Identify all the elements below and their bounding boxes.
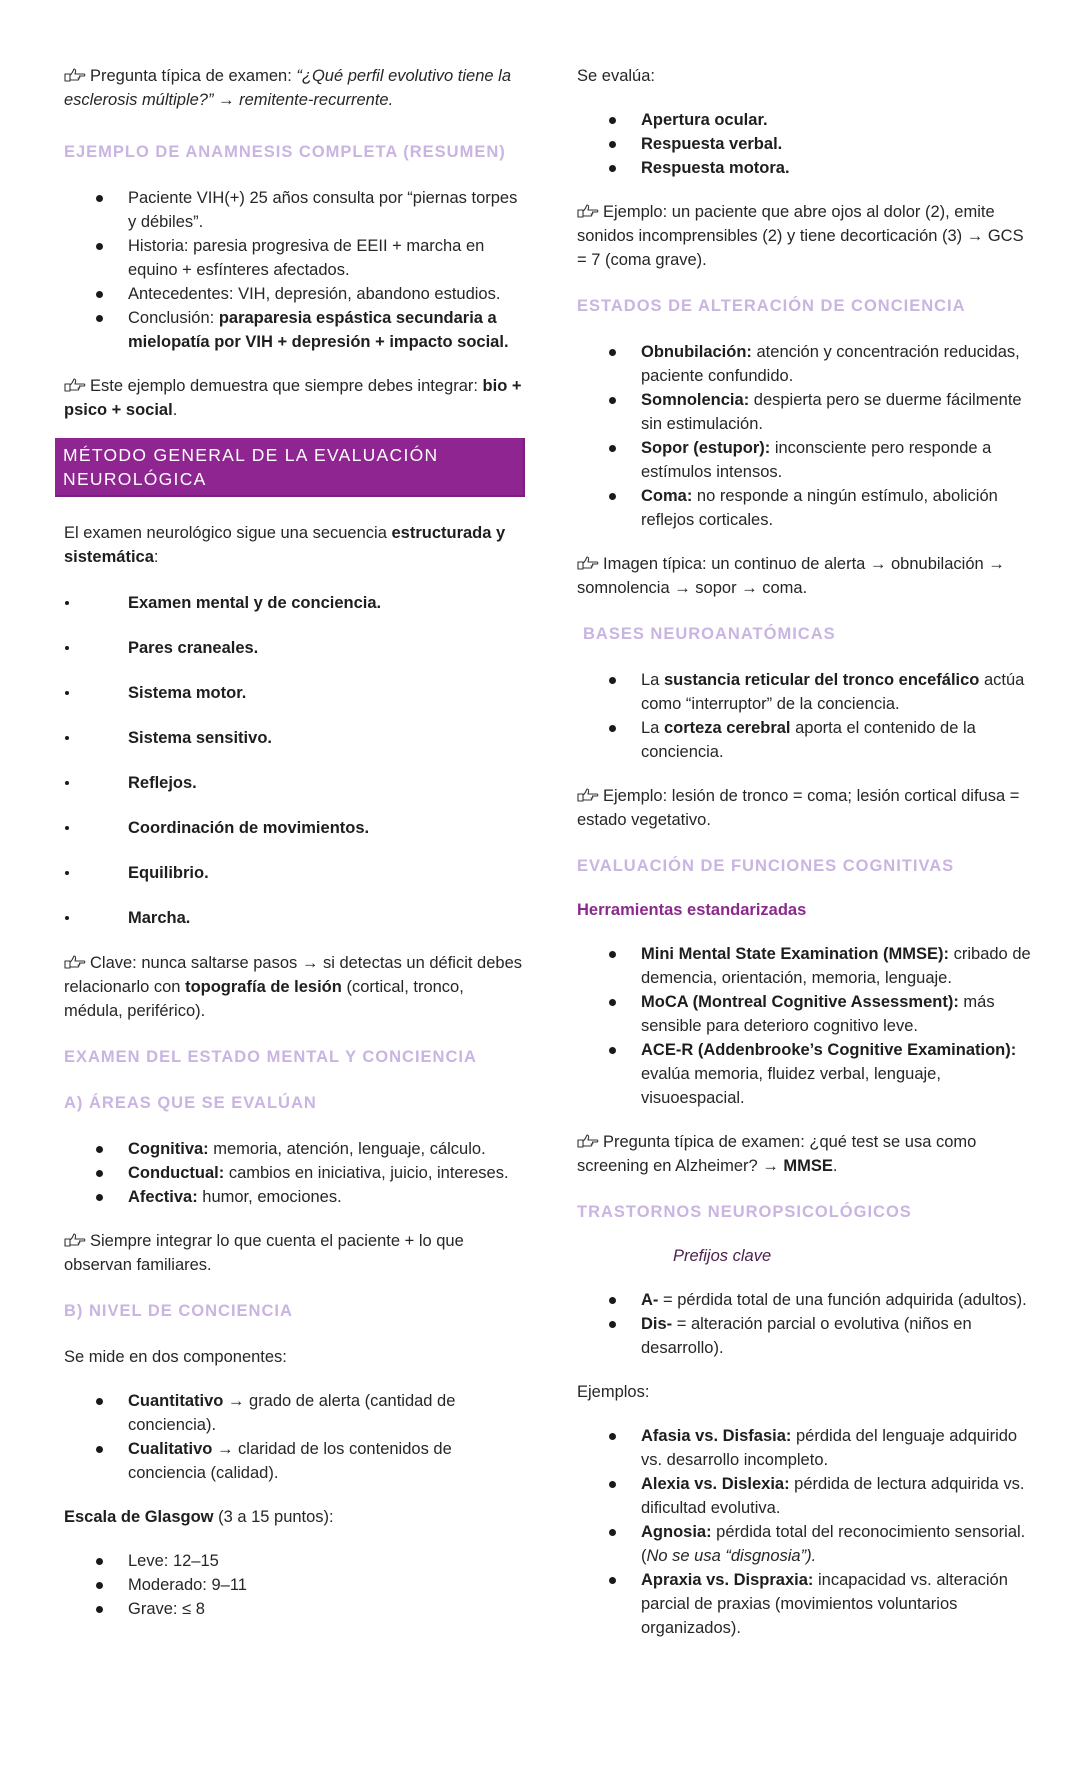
- pointing-hand-icon: [64, 1233, 86, 1247]
- list-item: Agnosia: pérdida total del reconocimiento sensorial. (No se usa “disgnosia”).: [609, 1520, 1037, 1568]
- list-item: Coma: no responde a ningún estímulo, abolición reflejos corticales.: [609, 484, 1037, 532]
- list-item: Paciente VIH(+) 25 años consulta por “piernas torpes y débiles”.: [96, 186, 524, 234]
- list-item: Afectiva: humor, emociones.: [96, 1185, 524, 1209]
- step-item: Pares craneales.: [64, 636, 524, 660]
- step-item: Examen mental y de conciencia.: [64, 591, 524, 615]
- mmse-exam-note: Pregunta típica de examen: ¿qué test se usa como screening en Alzheimer? → MMSE.: [577, 1133, 977, 1175]
- pointing-hand-icon: [64, 68, 86, 82]
- pointing-hand-icon: [64, 378, 86, 392]
- bases-list: [577, 668, 1037, 764]
- se-evalua-label: Se evalúa:: [577, 67, 655, 85]
- components-list: [64, 1389, 524, 1485]
- section-banner-metodo: MÉTODO GENERAL DE LA EVALUACIÓN NEUROLÓGICA: [55, 438, 525, 497]
- subheading-areas: A) ÁREAS QUE SE EVALÚAN: [64, 1094, 317, 1112]
- glasgow-levels-list: [64, 1549, 524, 1621]
- exam-steps-list: [64, 591, 524, 930]
- pointing-hand-icon: [64, 955, 86, 969]
- list-item: La sustancia reticular del tronco encefálico actúa como “interruptor” de la conciencia.: [609, 668, 1037, 716]
- ejemplos-list: [577, 1424, 1037, 1640]
- list-item: Moderado: 9–11: [96, 1573, 524, 1597]
- list-item: Mini Mental State Examination (MMSE): cribado de demencia, orientación, memoria, lenguaje.: [609, 942, 1037, 990]
- left-column: [64, 64, 524, 1621]
- list-item: Cuantitativo → grado de alerta (cantidad de conciencia).: [96, 1389, 524, 1437]
- prefixes-list: [577, 1288, 1037, 1360]
- prefix-title: Prefijos clave: [673, 1247, 772, 1265]
- step-item: Sistema sensitivo.: [64, 726, 524, 750]
- list-item: A- = pérdida total de una función adquirida (adultos).: [609, 1288, 1037, 1312]
- list-item: Somnolencia: despierta pero se duerme fácilmente sin estimulación.: [609, 388, 1037, 436]
- heading-trastornos: TRASTORNOS NEUROPSICOLÓGICOS: [577, 1203, 912, 1221]
- anamnesis-list: [64, 186, 524, 354]
- list-item: Grave: ≤ 8: [96, 1597, 524, 1621]
- heading-bases-neuroanatomicas: BASES NEUROANATÓMICAS: [583, 625, 836, 643]
- family-note: Siempre integrar lo que cuenta el paciente + lo que observan familiares.: [64, 1232, 464, 1274]
- list-item: Respuesta motora.: [609, 156, 1037, 180]
- estados-list: [577, 340, 1037, 532]
- list-item: Cognitiva: memoria, atención, lenguaje, cálculo.: [96, 1137, 524, 1161]
- integration-note: Este ejemplo demuestra que siempre debes integrar: bio + psico + social.: [64, 377, 522, 419]
- pointing-hand-icon: [577, 1134, 599, 1148]
- list-item: Apraxia vs. Dispraxia: incapacidad vs. alteración parcial de praxias (movimientos voluntarios organizados).: [609, 1568, 1037, 1640]
- step-item: Marcha.: [64, 906, 524, 930]
- list-item: Respuesta verbal.: [609, 132, 1037, 156]
- clave-note: Clave: nunca saltarse pasos → si detectas un déficit debes relacionarlo con topografía de lesión (cortical, tronco, médula, periférico).: [64, 954, 522, 1020]
- step-item: Reflejos.: [64, 771, 524, 795]
- heading-estado-mental: EXAMEN DEL ESTADO MENTAL Y CONCIENCIA: [64, 1048, 477, 1066]
- list-item: Dis- = alteración parcial o evolutiva (niños en desarrollo).: [609, 1312, 1037, 1360]
- list-item: MoCA (Montreal Cognitive Assessment): más sensible para deterioro cognitivo leve.: [609, 990, 1037, 1038]
- exam-question-note: Pregunta típica de examen: “¿Qué perfil evolutivo tiene la esclerosis múltiple?” → remitente-recurrente.: [64, 67, 511, 109]
- lesion-example-note: Ejemplo: lesión de tronco = coma; lesión cortical difusa = estado vegetativo.: [577, 787, 1020, 829]
- step-item: Equilibrio.: [64, 861, 524, 885]
- ejemplos-label: Ejemplos:: [577, 1383, 650, 1401]
- list-item: Leve: 12–15: [96, 1549, 524, 1573]
- list-item: Cualitativo → claridad de los contenidos de conciencia (calidad).: [96, 1437, 524, 1485]
- step-item: Coordinación de movimientos.: [64, 816, 524, 840]
- heading-funciones-cognitivas: EVALUACIÓN DE FUNCIONES COGNITIVAS: [577, 857, 955, 875]
- pointing-hand-icon: [577, 204, 599, 218]
- continuum-note: Imagen típica: un continuo de alerta → obnubilación → somnolencia → sopor → coma.: [577, 555, 1005, 597]
- glasgow-title: Escala de Glasgow (3 a 15 puntos):: [64, 1508, 334, 1526]
- components-intro: Se mide en dos componentes:: [64, 1348, 287, 1366]
- heading-estados-alteracion: ESTADOS DE ALTERACIÓN DE CONCIENCIA: [577, 297, 966, 315]
- intro-paragraph: El examen neurológico sigue una secuencia estructurada y sistemática:: [64, 524, 506, 566]
- evalua-list: [577, 108, 1037, 180]
- subheading-nivel-conciencia: B) NIVEL DE CONCIENCIA: [64, 1302, 293, 1320]
- list-item: Conductual: cambios en iniciativa, juicio, intereses.: [96, 1161, 524, 1185]
- areas-list: [64, 1137, 524, 1209]
- list-item: Antecedentes: VIH, depresión, abandono estudios.: [96, 282, 524, 306]
- list-item: Sopor (estupor): inconsciente pero responde a estímulos intensos.: [609, 436, 1037, 484]
- right-column: [577, 64, 1037, 1640]
- list-item: Apertura ocular.: [609, 108, 1037, 132]
- subheading-herramientas: Herramientas estandarizadas: [577, 901, 807, 919]
- list-item: Alexia vs. Dislexia: pérdida de lectura adquirida vs. dificultad evolutiva.: [609, 1472, 1037, 1520]
- gcs-example-note: Ejemplo: un paciente que abre ojos al dolor (2), emite sonidos incomprensibles (2) y tiene decorticación (3) → GCS = 7 (coma grave).: [577, 203, 1024, 269]
- list-item: Conclusión: paraparesia espástica secundaria a mielopatía por VIH + depresión + impacto social.: [96, 306, 524, 354]
- list-item: Afasia vs. Disfasia: pérdida del lenguaje adquirido vs. desarrollo incompleto.: [609, 1424, 1037, 1472]
- pointing-hand-icon: [577, 556, 599, 570]
- list-item: Obnubilación: atención y concentración reducidas, paciente confundido.: [609, 340, 1037, 388]
- list-item: ACE-R (Addenbrooke’s Cognitive Examination): evalúa memoria, fluidez verbal, lenguaje, visuoespacial.: [609, 1038, 1037, 1110]
- list-item: Historia: paresia progresiva de EEII + marcha en equino + esfínteres afectados.: [96, 234, 524, 282]
- list-item: La corteza cerebral aporta el contenido de la conciencia.: [609, 716, 1037, 764]
- tools-list: [577, 942, 1037, 1110]
- heading-anamnesis: EJEMPLO DE ANAMNESIS COMPLETA (RESUMEN): [64, 143, 506, 161]
- step-item: Sistema motor.: [64, 681, 524, 705]
- pointing-hand-icon: [577, 788, 599, 802]
